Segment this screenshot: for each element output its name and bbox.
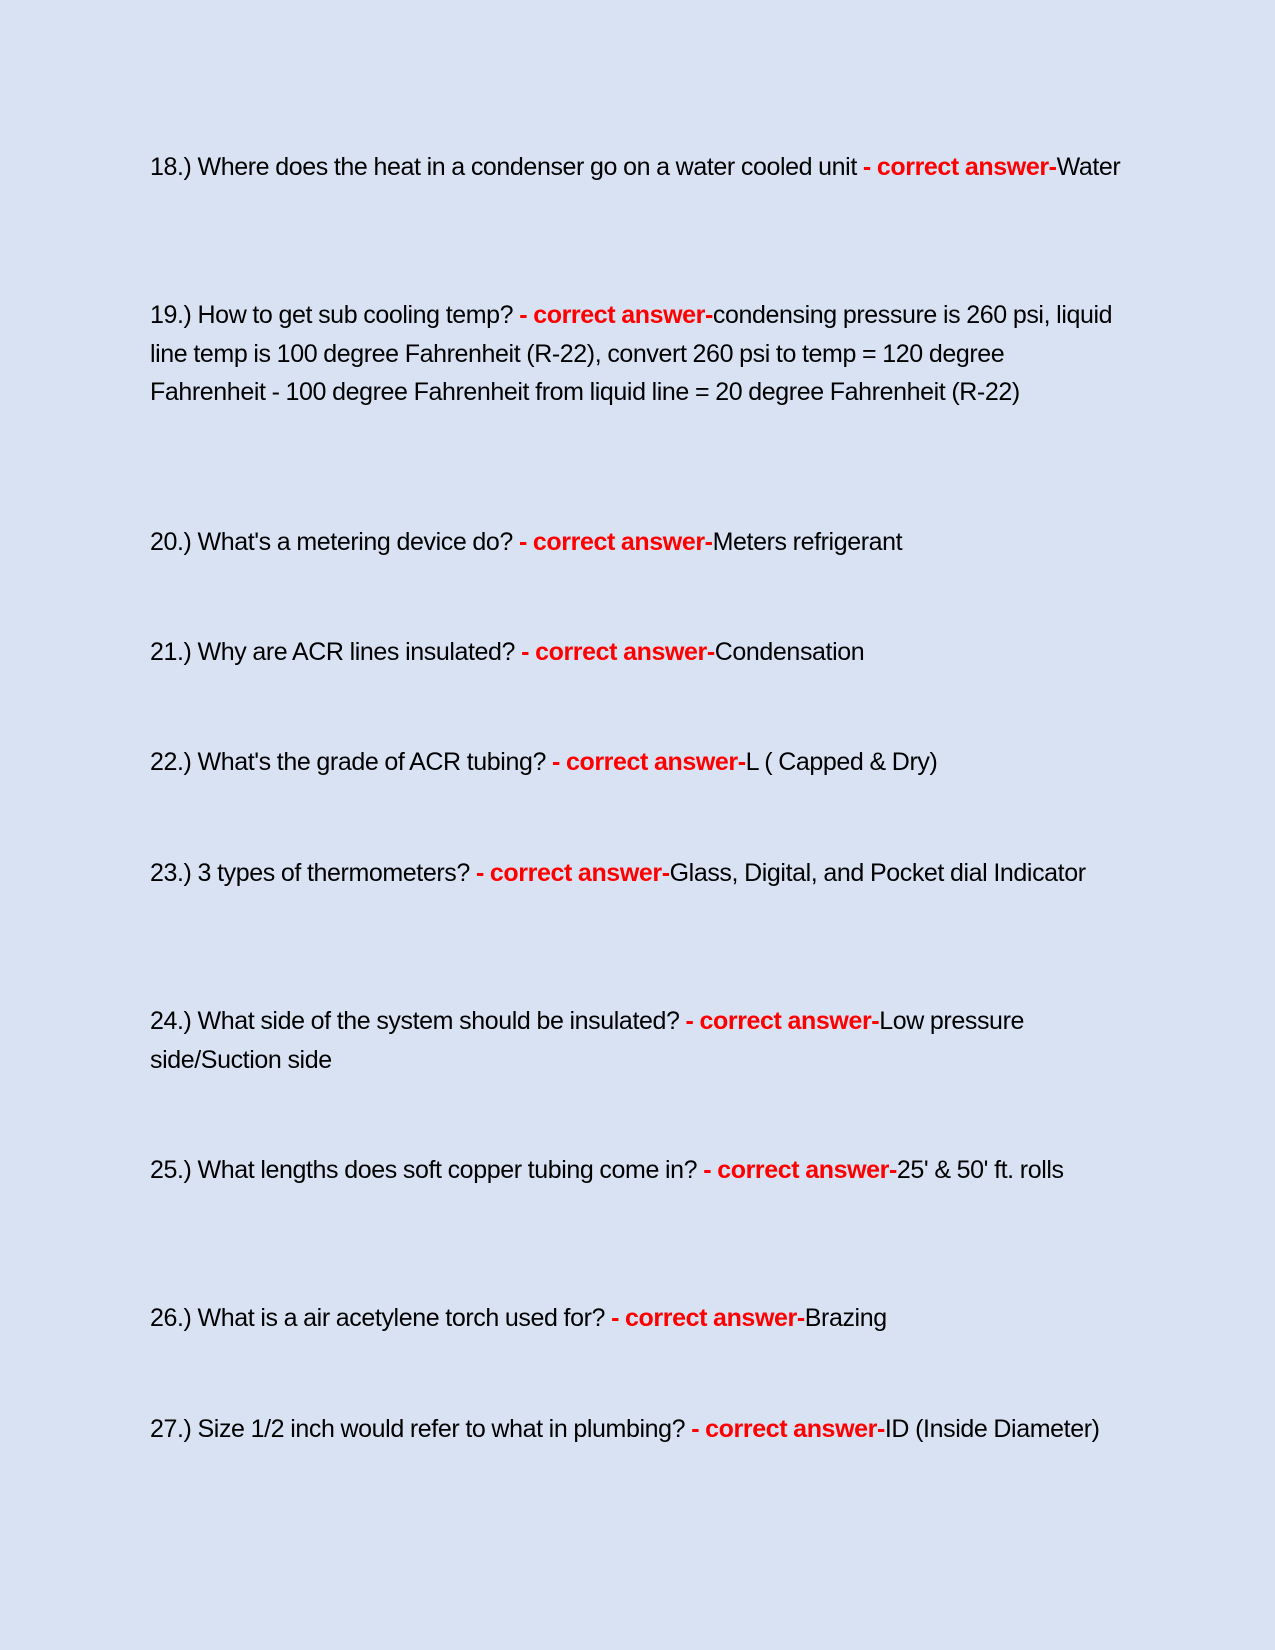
- question-text: 3 types of thermometers?: [197, 859, 470, 887]
- qa-item-24: [150, 1002, 1125, 1079]
- question-number: 20.): [150, 528, 192, 556]
- answer-text: 25' & 50' ft. rolls: [896, 1156, 1064, 1184]
- correct-answer-marker: - correct answer-: [611, 1304, 805, 1332]
- question-text: How to get sub cooling temp?: [197, 301, 514, 329]
- qa-item-23: [150, 854, 1125, 893]
- answer-text: Glass, Digital, and Pocket dial Indicator: [669, 859, 1086, 887]
- answer-text: L ( Capped & Dry): [745, 748, 938, 776]
- answer-text: Condensation: [714, 638, 865, 666]
- correct-answer-marker: - correct answer-: [519, 301, 713, 329]
- question-number: 21.): [150, 638, 192, 666]
- correct-answer-marker: - correct answer-: [703, 1156, 897, 1184]
- correct-answer-marker: - correct answer-: [862, 153, 1057, 181]
- correct-answer-marker: - correct answer-: [475, 859, 670, 887]
- question-text: What lengths does soft copper tubing come in?: [197, 1156, 698, 1184]
- question-text: What's a metering device do?: [197, 528, 513, 556]
- question-number: 18.): [150, 153, 192, 181]
- question-number: 26.): [150, 1304, 192, 1332]
- question-text: What is a air acetylene torch used for?: [197, 1304, 606, 1332]
- answer-text: ID (Inside Diameter): [884, 1415, 1100, 1443]
- correct-answer-marker: - correct answer-: [552, 748, 746, 776]
- qa-item-27: [150, 1410, 1125, 1449]
- question-number: 27.): [150, 1415, 192, 1443]
- correct-answer-marker: - correct answer-: [685, 1007, 880, 1035]
- answer-text: Brazing: [804, 1304, 887, 1332]
- question-number: 22.): [150, 748, 192, 776]
- qa-item-19: [150, 296, 1125, 412]
- correct-answer-marker: - correct answer-: [518, 528, 713, 556]
- qa-item-26: [150, 1299, 1125, 1338]
- correct-answer-marker: - correct answer-: [521, 638, 715, 666]
- qa-item-20: [150, 523, 1125, 562]
- question-text: Size 1/2 inch would refer to what in plumbing?: [197, 1415, 686, 1443]
- question-number: 25.): [150, 1156, 192, 1184]
- question-text: What's the grade of ACR tubing?: [197, 748, 546, 776]
- qa-item-18: [150, 148, 1125, 187]
- question-text: What side of the system should be insulated?: [197, 1007, 680, 1035]
- qa-item-25: [150, 1151, 1125, 1190]
- answer-text: Low pressure side/Suction side: [150, 1007, 1024, 1074]
- answer-text: Water: [1056, 153, 1121, 181]
- qa-item-21: [150, 633, 1125, 672]
- qa-item-22: [150, 743, 1125, 782]
- correct-answer-marker: - correct answer-: [691, 1415, 885, 1443]
- answer-text: condensing pressure is 260 psi, liquid line temp is 100 degree Fahrenheit (R-22), convert 260 psi to temp = 120 degree Fahrenheit - 100 degree Fahrenheit from liquid line = 20 degree Fahrenheit (R-22): [150, 301, 1113, 406]
- question-number: 23.): [150, 859, 192, 887]
- question-text: Where does the heat in a condenser go on a water cooled unit: [197, 153, 857, 181]
- question-number: 19.): [150, 301, 192, 329]
- question-text: Why are ACR lines insulated?: [197, 638, 516, 666]
- question-number: 24.): [150, 1007, 192, 1035]
- answer-text: Meters refrigerant: [712, 528, 903, 556]
